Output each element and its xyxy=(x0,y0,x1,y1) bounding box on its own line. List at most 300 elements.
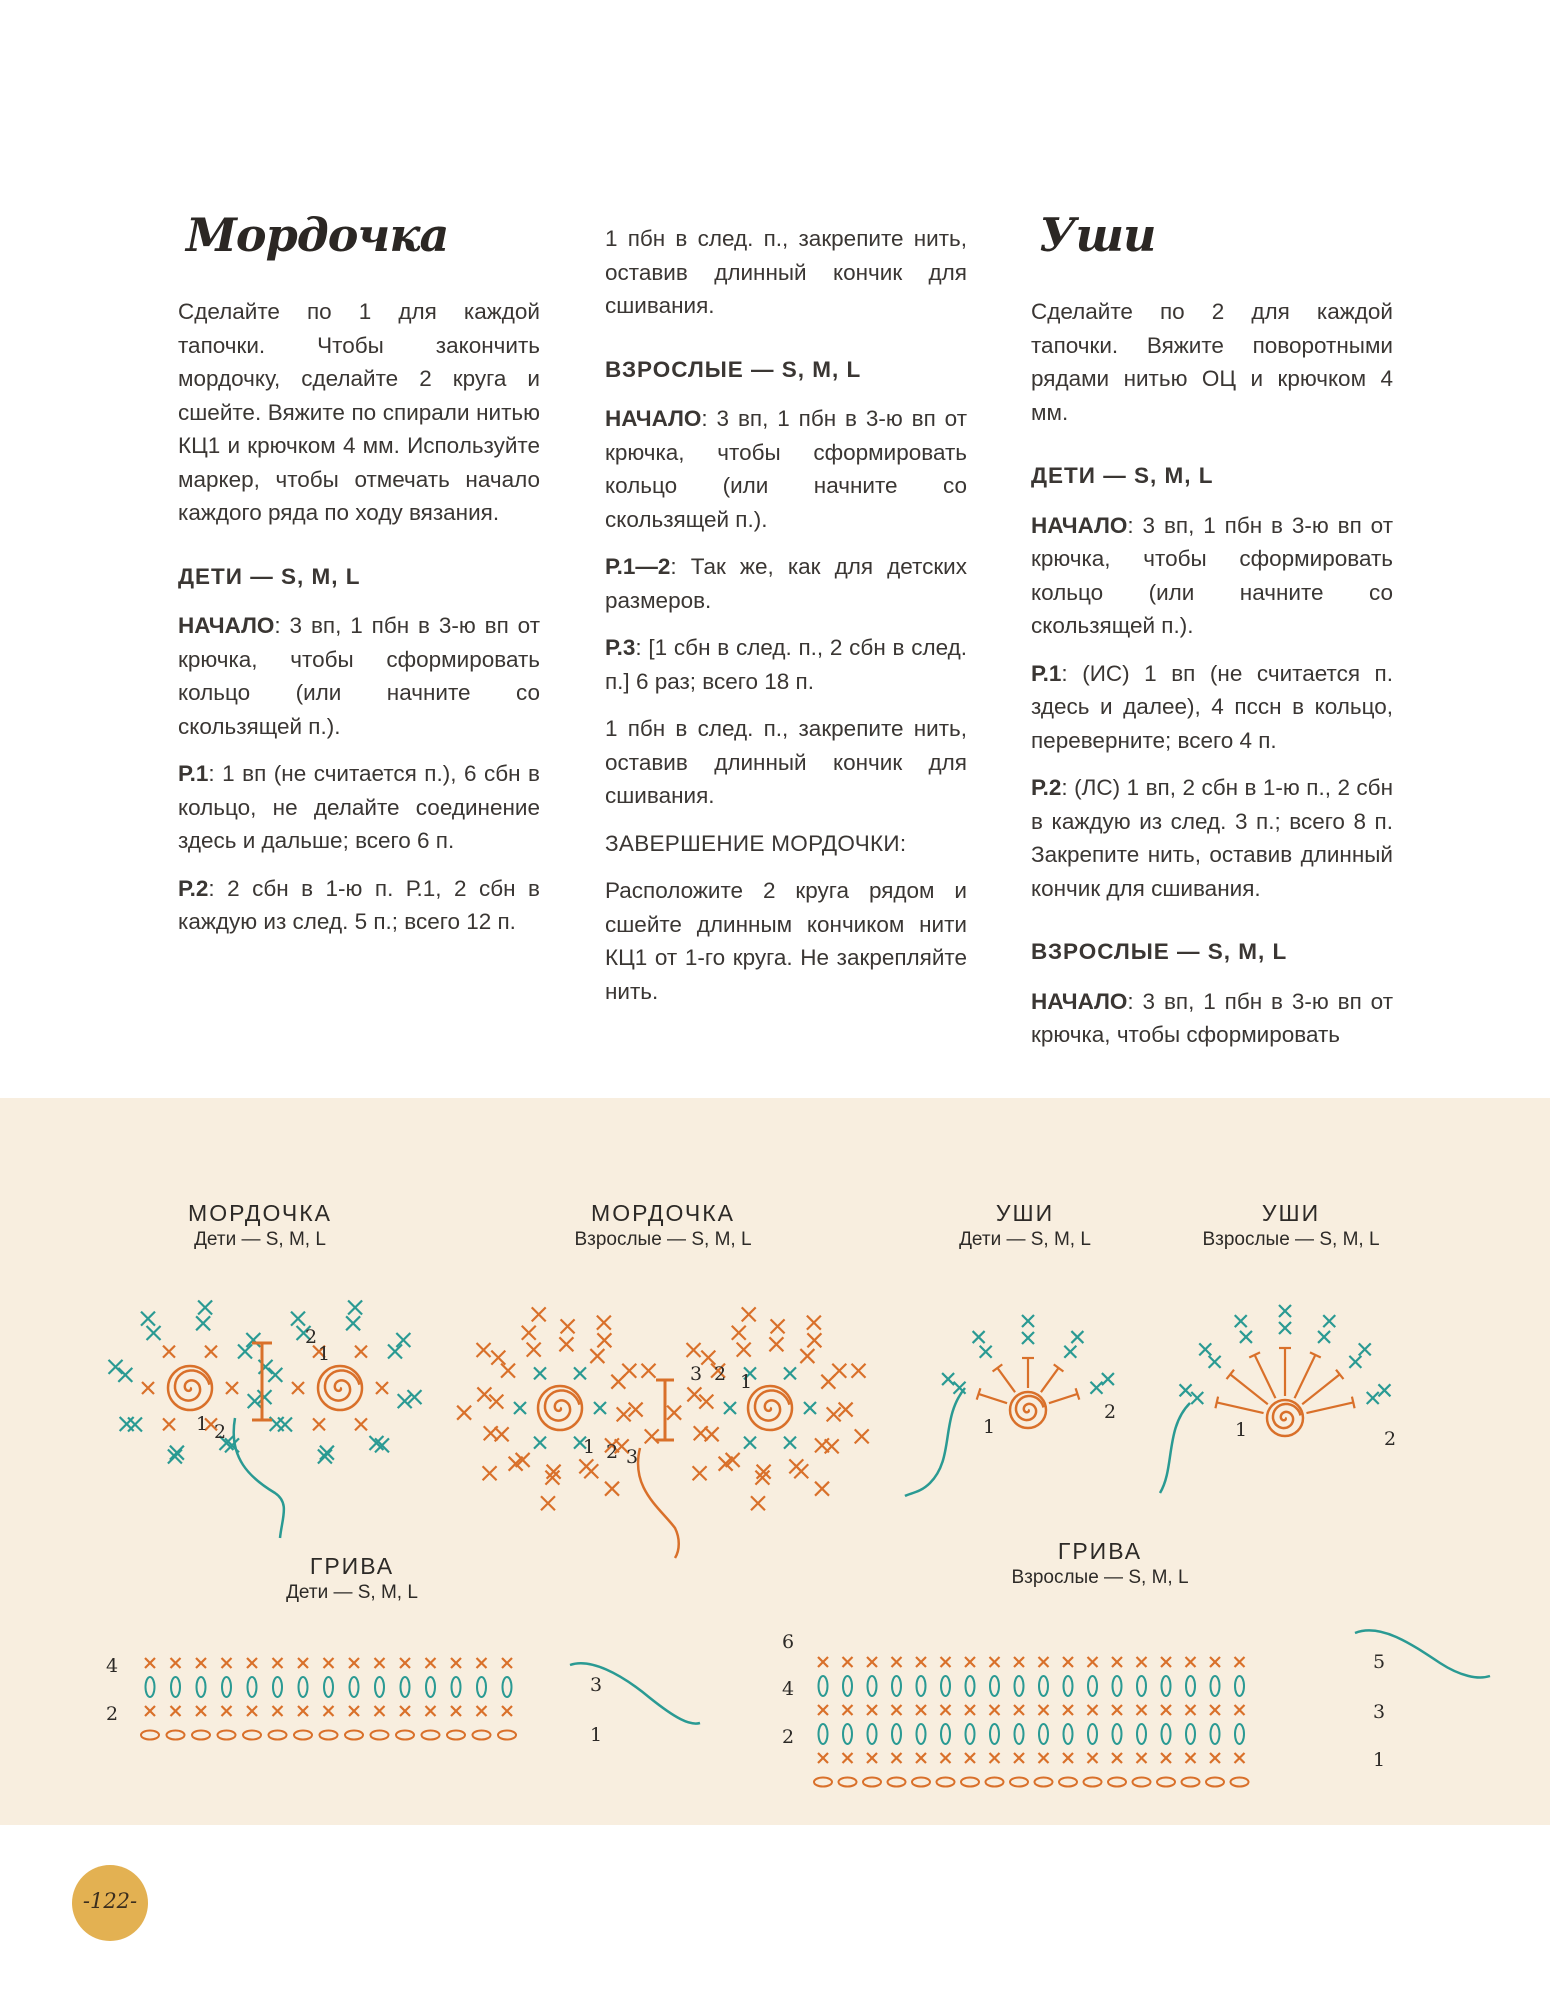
sc-stitch-symbol xyxy=(851,1364,865,1378)
long-stitch-symbol xyxy=(941,1724,950,1744)
sc-stitch-symbol xyxy=(400,1658,410,1668)
sc-stitch-symbol xyxy=(349,1658,359,1668)
sc-stitch-symbol xyxy=(451,1658,461,1668)
sc-stitch-symbol xyxy=(1180,1384,1192,1396)
long-stitch-symbol xyxy=(248,1677,257,1697)
sc-stitch-symbol xyxy=(751,1496,765,1510)
long-stitch-symbol xyxy=(941,1676,950,1696)
mane-kids-chart xyxy=(106,1655,700,1746)
magic-ring-symbol xyxy=(1016,1396,1044,1420)
sc-stitch-symbol xyxy=(1210,1753,1220,1763)
rows12-instruction: Р.1—2: Так же, как для детских размеров. xyxy=(605,554,967,613)
sc-stitch-symbol xyxy=(843,1705,853,1715)
row-label: 2 xyxy=(1104,1401,1117,1423)
sc-stitch-symbol xyxy=(867,1753,877,1763)
long-stitch-symbol xyxy=(1039,1676,1048,1696)
sc-stitch-symbol xyxy=(1088,1657,1098,1667)
sc-stitch-symbol xyxy=(574,1367,586,1379)
row-label: 2 xyxy=(305,1326,318,1348)
sc-stitch-symbol xyxy=(292,1382,304,1394)
sc-stitch-symbol xyxy=(527,1343,541,1357)
sc-stitch-symbol xyxy=(163,1418,175,1430)
sc-stitch-symbol xyxy=(222,1658,232,1668)
chain-stitch-symbol xyxy=(912,1778,930,1787)
sc-stitch-symbol xyxy=(222,1706,232,1716)
chain-stitch-symbol xyxy=(1206,1778,1224,1787)
sc-stitch-symbol xyxy=(737,1343,751,1357)
long-stitch-symbol xyxy=(1137,1676,1146,1696)
sc-stitch-symbol xyxy=(769,1337,783,1351)
sc-stitch-symbol xyxy=(590,1349,604,1363)
dc-stitch-symbol xyxy=(1217,1402,1264,1413)
section-heading-ears: Уши xyxy=(1039,208,1156,262)
sc-stitch-symbol xyxy=(196,1658,206,1668)
ears-intro: Сделайте по 2 для каждой тапочки. Вяжите поворотными рядами нитью ОЦ и крючком 4 мм. xyxy=(1031,299,1393,425)
long-stitch-symbol xyxy=(1039,1724,1048,1744)
chain-stitch-symbol xyxy=(839,1778,857,1787)
muzzle-kids-chart xyxy=(109,1301,422,1538)
long-stitch-symbol xyxy=(324,1677,333,1697)
row-label: 1 xyxy=(590,1724,603,1746)
sc-stitch-symbol xyxy=(1161,1705,1171,1715)
long-stitch-symbol xyxy=(868,1676,877,1696)
chain-stitch-symbol xyxy=(1084,1778,1102,1787)
long-stitch-symbol xyxy=(426,1677,435,1697)
section-heading-muzzle: Мордочка xyxy=(186,208,449,262)
sc-stitch-symbol xyxy=(941,1753,951,1763)
long-stitch-symbol xyxy=(1113,1676,1122,1696)
long-stitch-symbol xyxy=(1088,1724,1097,1744)
column-muzzle xyxy=(178,205,540,953)
long-stitch-symbol xyxy=(917,1676,926,1696)
chain-stitch-symbol xyxy=(473,1731,491,1740)
yarn-tail xyxy=(905,1388,965,1496)
long-stitch-symbol xyxy=(1088,1676,1097,1696)
sc-stitch-symbol xyxy=(804,1402,816,1414)
sc-stitch-symbol xyxy=(324,1706,334,1716)
sc-stitch-symbol xyxy=(941,1657,951,1667)
sc-stitch-symbol xyxy=(247,1706,257,1716)
sc-stitch-symbol xyxy=(145,1706,155,1716)
sc-stitch-symbol xyxy=(355,1418,367,1430)
sc-stitch-symbol xyxy=(1039,1705,1049,1715)
dc-stitch-symbol xyxy=(1230,1374,1268,1404)
long-stitch-symbol xyxy=(966,1676,975,1696)
sc-stitch-symbol xyxy=(1367,1392,1379,1404)
chain-stitch-symbol xyxy=(1133,1778,1151,1787)
sc-stitch-symbol xyxy=(941,1705,951,1715)
sc-stitch-symbol xyxy=(724,1402,736,1414)
sc-stitch-symbol xyxy=(1210,1657,1220,1667)
sc-stitch-symbol xyxy=(807,1333,821,1347)
sc-stitch-symbol xyxy=(815,1482,829,1496)
long-stitch-symbol xyxy=(1162,1724,1171,1744)
sc-stitch-symbol xyxy=(205,1346,217,1358)
sc-stitch-symbol xyxy=(687,1343,701,1357)
magic-ring-symbol xyxy=(755,1391,790,1421)
sc-stitch-symbol xyxy=(196,1316,210,1330)
sc-stitch-symbol xyxy=(1088,1705,1098,1715)
start-instruction: НАЧАЛО: 3 вп, 1 пбн в 3-ю вп от крючка, чтобы сформировать кольцо (или начните со скользящей п.). xyxy=(1031,512,1393,638)
magic-ring-symbol xyxy=(175,1371,210,1401)
sc-stitch-symbol xyxy=(534,1367,546,1379)
sc-stitch-symbol xyxy=(1137,1705,1147,1715)
sc-stitch-symbol xyxy=(388,1345,402,1359)
sc-stitch-symbol xyxy=(973,1331,985,1343)
diagram-title-ears-adults: УШИ Взрослые — S, M, L xyxy=(1202,1200,1380,1250)
chain-stitch-symbol xyxy=(243,1731,261,1740)
sc-stitch-symbol xyxy=(147,1326,161,1340)
row-label: 2 xyxy=(606,1441,619,1463)
dc-stitch-symbol xyxy=(1041,1368,1059,1392)
sc-stitch-symbol xyxy=(483,1466,497,1480)
row-label: 2 xyxy=(106,1703,119,1725)
sc-stitch-symbol xyxy=(196,1706,206,1716)
chain-stitch-symbol xyxy=(1059,1778,1077,1787)
dc-stitch-symbol xyxy=(1049,1394,1078,1403)
sc-stitch-symbol xyxy=(1359,1343,1371,1355)
yarn-tail xyxy=(1160,1403,1190,1493)
sc-stitch-symbol xyxy=(491,1351,505,1365)
row-label: 2 xyxy=(782,1726,795,1748)
row-label: 1 xyxy=(1235,1419,1248,1441)
sc-stitch-symbol xyxy=(867,1705,877,1715)
ears-kids-chart xyxy=(905,1315,1116,1496)
sc-stitch-symbol xyxy=(376,1382,388,1394)
sc-stitch-symbol xyxy=(298,1658,308,1668)
sc-stitch-symbol xyxy=(1137,1753,1147,1763)
chain-stitch-symbol xyxy=(1231,1778,1249,1787)
sc-stitch-symbol xyxy=(502,1706,512,1716)
kids-heading: ДЕТИ — S, M, L xyxy=(1031,463,1214,488)
row-label: 3 xyxy=(1373,1701,1386,1723)
sc-stitch-symbol xyxy=(594,1402,606,1414)
sc-stitch-symbol xyxy=(605,1482,619,1496)
sc-stitch-symbol xyxy=(1090,1382,1102,1394)
sc-stitch-symbol xyxy=(1323,1315,1335,1327)
sc-stitch-symbol xyxy=(171,1706,181,1716)
long-stitch-symbol xyxy=(1015,1724,1024,1744)
chain-stitch-symbol xyxy=(294,1731,312,1740)
sc-stitch-symbol xyxy=(916,1705,926,1715)
sc-stitch-symbol xyxy=(1240,1331,1252,1343)
sc-stitch-symbol xyxy=(693,1466,707,1480)
chain-stitch-symbol xyxy=(320,1731,338,1740)
kids-heading: ДЕТИ — S, M, L xyxy=(178,563,361,589)
long-stitch-symbol xyxy=(477,1677,486,1697)
sc-stitch-symbol xyxy=(1349,1356,1361,1368)
column-muzzle-adults xyxy=(605,222,967,1022)
sc-stitch-symbol xyxy=(719,1457,733,1471)
sc-stitch-symbol xyxy=(1039,1753,1049,1763)
sc-stitch-symbol xyxy=(349,1706,359,1716)
ears-adults-chart xyxy=(1160,1305,1396,1493)
sc-stitch-symbol xyxy=(916,1657,926,1667)
long-stitch-symbol xyxy=(1211,1724,1220,1744)
sc-stitch-symbol xyxy=(484,1426,498,1440)
chain-stitch-symbol xyxy=(345,1731,363,1740)
row-label: 4 xyxy=(106,1655,119,1677)
long-stitch-symbol xyxy=(892,1724,901,1744)
row-label: 1 xyxy=(583,1436,596,1458)
long-stitch-symbol xyxy=(1186,1724,1195,1744)
sc-stitch-symbol xyxy=(916,1753,926,1763)
chain-stitch-symbol xyxy=(447,1731,465,1740)
dc-stitch-symbol xyxy=(979,1394,1008,1403)
long-stitch-symbol xyxy=(1162,1676,1171,1696)
sc-stitch-symbol xyxy=(502,1658,512,1668)
sc-stitch-symbol xyxy=(1235,1315,1247,1327)
sc-stitch-symbol xyxy=(1063,1705,1073,1715)
sc-stitch-symbol xyxy=(1102,1373,1114,1385)
sc-stitch-symbol xyxy=(942,1373,954,1385)
long-stitch-symbol xyxy=(1064,1724,1073,1744)
sc-stitch-symbol xyxy=(622,1364,636,1378)
sc-stitch-symbol xyxy=(771,1319,785,1333)
sc-stitch-symbol xyxy=(867,1657,877,1667)
chain-stitch-symbol xyxy=(1035,1778,1053,1787)
sc-stitch-symbol xyxy=(784,1367,796,1379)
spiral-circle-1 xyxy=(457,1307,659,1510)
sc-stitch-symbol xyxy=(561,1319,575,1333)
dc-stitch-symbol xyxy=(1295,1355,1316,1398)
row-label: 3 xyxy=(626,1446,639,1468)
long-stitch-symbol xyxy=(273,1677,282,1697)
sc-stitch-symbol xyxy=(818,1657,828,1667)
long-stitch-symbol xyxy=(917,1724,926,1744)
sc-stitch-symbol xyxy=(477,1343,491,1357)
sc-stitch-symbol xyxy=(375,1706,385,1716)
sc-stitch-symbol xyxy=(855,1429,869,1443)
sc-stitch-symbol xyxy=(1039,1657,1049,1667)
sc-stitch-symbol xyxy=(273,1706,283,1716)
sc-stitch-symbol xyxy=(522,1326,536,1340)
sc-stitch-symbol xyxy=(324,1658,334,1668)
long-stitch-symbol xyxy=(350,1677,359,1697)
sc-stitch-symbol xyxy=(396,1333,410,1347)
start-instruction: НАЧАЛО: 3 вп, 1 пбн в 3-ю вп от крючка, чтобы сформировать кольцо (или начните со скользящей п.). xyxy=(605,406,967,532)
magic-ring-symbol xyxy=(1273,1404,1301,1428)
chain-stitch-symbol xyxy=(863,1778,881,1787)
sc-stitch-symbol xyxy=(426,1706,436,1716)
chain-stitch-symbol xyxy=(141,1731,159,1740)
sc-stitch-symbol xyxy=(1378,1384,1390,1396)
sc-stitch-symbol xyxy=(163,1346,175,1358)
chain-stitch-symbol xyxy=(218,1731,236,1740)
sc-stitch-symbol xyxy=(534,1437,546,1449)
sc-stitch-symbol xyxy=(667,1406,681,1420)
chain-stitch-symbol xyxy=(371,1731,389,1740)
sc-stitch-symbol xyxy=(1235,1657,1245,1667)
sc-stitch-symbol xyxy=(832,1364,846,1378)
row-label: 1 xyxy=(1373,1749,1386,1771)
sc-stitch-symbol xyxy=(1186,1705,1196,1715)
sc-stitch-symbol xyxy=(246,1333,260,1347)
long-stitch-symbol xyxy=(819,1676,828,1696)
sc-stitch-symbol xyxy=(892,1753,902,1763)
sc-stitch-symbol xyxy=(1279,1305,1291,1317)
row2-instruction: Р.2: (ЛС) 1 вп, 2 сбн в 1-ю п., 2 сбн в каждую из след. 3 п.; всего 8 п. Закрепите нить, оставив длинный кончик для сшивания. xyxy=(1031,775,1393,901)
long-stitch-symbol xyxy=(990,1676,999,1696)
sc-stitch-symbol xyxy=(892,1705,902,1715)
sc-stitch-symbol xyxy=(532,1307,546,1321)
long-stitch-symbol xyxy=(1137,1724,1146,1744)
sc-stitch-symbol xyxy=(457,1406,471,1420)
sc-stitch-symbol xyxy=(1186,1753,1196,1763)
sc-stitch-symbol xyxy=(687,1387,701,1401)
row-label: 5 xyxy=(1373,1651,1386,1673)
chain-stitch-symbol xyxy=(192,1731,210,1740)
chain-stitch-symbol xyxy=(961,1778,979,1787)
long-stitch-symbol xyxy=(1211,1676,1220,1696)
sc-stitch-symbol xyxy=(1064,1346,1076,1358)
long-stitch-symbol xyxy=(868,1724,877,1744)
sc-stitch-symbol xyxy=(843,1657,853,1667)
sc-stitch-symbol xyxy=(1161,1753,1171,1763)
sc-stitch-symbol xyxy=(892,1657,902,1667)
sc-stitch-symbol xyxy=(238,1345,252,1359)
row1-instruction: Р.1: 1 вп (не считается п.), 6 сбн в кольцо, не делайте соединение здесь и дальше; всего 6 п. xyxy=(178,761,540,853)
sc-stitch-symbol xyxy=(1022,1332,1034,1344)
long-stitch-symbol xyxy=(299,1677,308,1697)
sc-stitch-symbol xyxy=(346,1316,360,1330)
sc-stitch-symbol xyxy=(1279,1322,1291,1334)
sc-stitch-symbol xyxy=(514,1402,526,1414)
sc-stitch-symbol xyxy=(584,1464,598,1478)
diagram-title-muzzle-kids: МОРДОЧКА Дети — S, M, L xyxy=(188,1200,332,1250)
chain-stitch-symbol xyxy=(1010,1778,1028,1787)
diagram-title-mane-kids: ГРИВА Дети — S, M, L xyxy=(286,1553,418,1603)
column-ears xyxy=(1031,205,1393,1066)
sc-stitch-symbol xyxy=(1112,1753,1122,1763)
chain-stitch-symbol xyxy=(1182,1778,1200,1787)
chain-stitch-symbol xyxy=(1108,1778,1126,1787)
row2-instruction: Р.2: 2 сбн в 1-ю п. Р.1, 2 сбн в каждую из след. 5 п.; всего 12 п. xyxy=(178,875,540,934)
sc-stitch-symbol xyxy=(965,1657,975,1667)
sc-stitch-symbol xyxy=(501,1364,515,1378)
sc-stitch-symbol xyxy=(118,1368,132,1382)
spiral-circle-1 xyxy=(109,1301,272,1464)
sc-stitch-symbol xyxy=(990,1753,1000,1763)
sc-stitch-symbol xyxy=(426,1658,436,1668)
long-stitch-symbol xyxy=(892,1676,901,1696)
long-stitch-symbol xyxy=(966,1724,975,1744)
chain-stitch-symbol xyxy=(986,1778,1004,1787)
sc-stitch-symbol xyxy=(247,1658,257,1668)
finish-text: Расположите 2 круга рядом и сшейте длинным кончиком нити КЦ1 от 1-го круга. Не закрепляйте нить. xyxy=(605,878,967,1004)
long-stitch-symbol xyxy=(1113,1724,1122,1744)
sc-stitch-symbol xyxy=(1071,1331,1083,1343)
sc-stitch-symbol xyxy=(1014,1753,1024,1763)
sc-stitch-symbol xyxy=(1014,1705,1024,1715)
sc-stitch-symbol xyxy=(291,1312,305,1326)
sc-stitch-symbol xyxy=(641,1364,655,1378)
sc-stitch-symbol xyxy=(1209,1356,1221,1368)
sc-stitch-symbol xyxy=(980,1346,992,1358)
row-label: 6 xyxy=(782,1631,795,1653)
chain-stitch-symbol xyxy=(396,1731,414,1740)
sc-stitch-symbol xyxy=(298,1706,308,1716)
yarn-tail xyxy=(234,1418,284,1538)
sc-stitch-symbol xyxy=(1014,1657,1024,1667)
sc-stitch-symbol xyxy=(1235,1753,1245,1763)
sc-stitch-symbol xyxy=(1063,1657,1073,1667)
chain-stitch-symbol xyxy=(422,1731,440,1740)
long-stitch-symbol xyxy=(1015,1676,1024,1696)
row3-instruction: Р.3: [1 сбн в след. п., 2 сбн в след. п.] 6 раз; всего 18 п. xyxy=(605,635,967,694)
diagram-panel xyxy=(0,1098,1550,1825)
row-label: 1 xyxy=(196,1413,209,1435)
sc-stitch-symbol xyxy=(629,1403,643,1417)
sc-stitch-symbol xyxy=(541,1496,555,1510)
sc-stitch-symbol xyxy=(375,1438,389,1452)
diagram-title-muzzle-adults: МОРДОЧКА Взрослые — S, M, L xyxy=(574,1200,752,1250)
sc-stitch-symbol xyxy=(489,1395,503,1409)
sc-stitch-symbol xyxy=(843,1753,853,1763)
sc-stitch-symbol xyxy=(742,1307,756,1321)
sc-stitch-symbol xyxy=(990,1705,1000,1715)
page-number: -122- xyxy=(82,1889,138,1913)
sc-stitch-symbol xyxy=(744,1437,756,1449)
adults-heading: ВЗРОСЛЫЕ — S, M, L xyxy=(1031,939,1288,964)
adults-finish-text: 1 пбн в след. п., закрепите нить, оставив длинный кончик для сшивания. xyxy=(605,716,967,808)
sc-stitch-symbol xyxy=(268,1368,282,1382)
sc-stitch-symbol xyxy=(369,1436,383,1450)
sc-stitch-symbol xyxy=(477,1387,491,1401)
long-stitch-symbol xyxy=(375,1677,384,1697)
sc-stitch-symbol xyxy=(839,1403,853,1417)
mane-adults-chart xyxy=(782,1630,1490,1786)
sc-stitch-symbol xyxy=(120,1417,134,1431)
row-label: 1 xyxy=(740,1371,753,1393)
sc-stitch-symbol xyxy=(1022,1315,1034,1327)
sc-stitch-symbol xyxy=(375,1658,385,1668)
sc-stitch-symbol xyxy=(965,1705,975,1715)
sc-stitch-symbol xyxy=(1137,1657,1147,1667)
sc-stitch-symbol xyxy=(818,1705,828,1715)
start-instruction: НАЧАЛО: 3 вп, 1 пбн в 3-ю вп от крючка, чтобы сформировать кольцо (или начните со скользящей п.). xyxy=(178,613,540,739)
sc-stitch-symbol xyxy=(617,1407,631,1421)
diagram-title-ears-kids: УШИ Дети — S, M, L xyxy=(959,1200,1091,1250)
sc-stitch-symbol xyxy=(477,1658,487,1668)
sc-stitch-symbol xyxy=(1063,1753,1073,1763)
magic-ring-symbol xyxy=(545,1391,580,1421)
finish-label: ЗАВЕРШЕНИЕ МОРДОЧКИ: xyxy=(605,830,907,856)
sc-stitch-symbol xyxy=(794,1464,808,1478)
adults-start-instruction: НАЧАЛО: 3 вп, 1 пбн в 3-ю вп от крючка, чтобы сформировать xyxy=(1031,988,1393,1047)
long-stitch-symbol xyxy=(503,1677,512,1697)
sc-stitch-symbol xyxy=(559,1337,573,1351)
sc-stitch-symbol xyxy=(699,1395,713,1409)
dc-stitch-symbol xyxy=(997,1368,1015,1392)
sc-stitch-symbol xyxy=(509,1457,523,1471)
row-label: 2 xyxy=(714,1363,727,1385)
sc-stitch-symbol xyxy=(477,1706,487,1716)
sc-stitch-symbol xyxy=(825,1439,839,1453)
yarn-tail xyxy=(638,1448,679,1558)
sc-stitch-symbol xyxy=(109,1360,123,1374)
sc-stitch-symbol xyxy=(1161,1657,1171,1667)
row1-instruction: Р.1: (ИС) 1 вп (не считается п. здесь и далее), 4 пссн в кольцо, переверните; всего 4 п. xyxy=(1031,660,1393,753)
row-label: 3 xyxy=(690,1363,703,1385)
chain-stitch-symbol xyxy=(937,1778,955,1787)
chain-stitch-symbol xyxy=(269,1731,287,1740)
long-stitch-symbol xyxy=(990,1724,999,1744)
long-stitch-symbol xyxy=(197,1677,206,1697)
long-stitch-symbol xyxy=(146,1677,155,1697)
chain-stitch-symbol xyxy=(498,1731,516,1740)
sc-stitch-symbol xyxy=(1318,1331,1330,1343)
